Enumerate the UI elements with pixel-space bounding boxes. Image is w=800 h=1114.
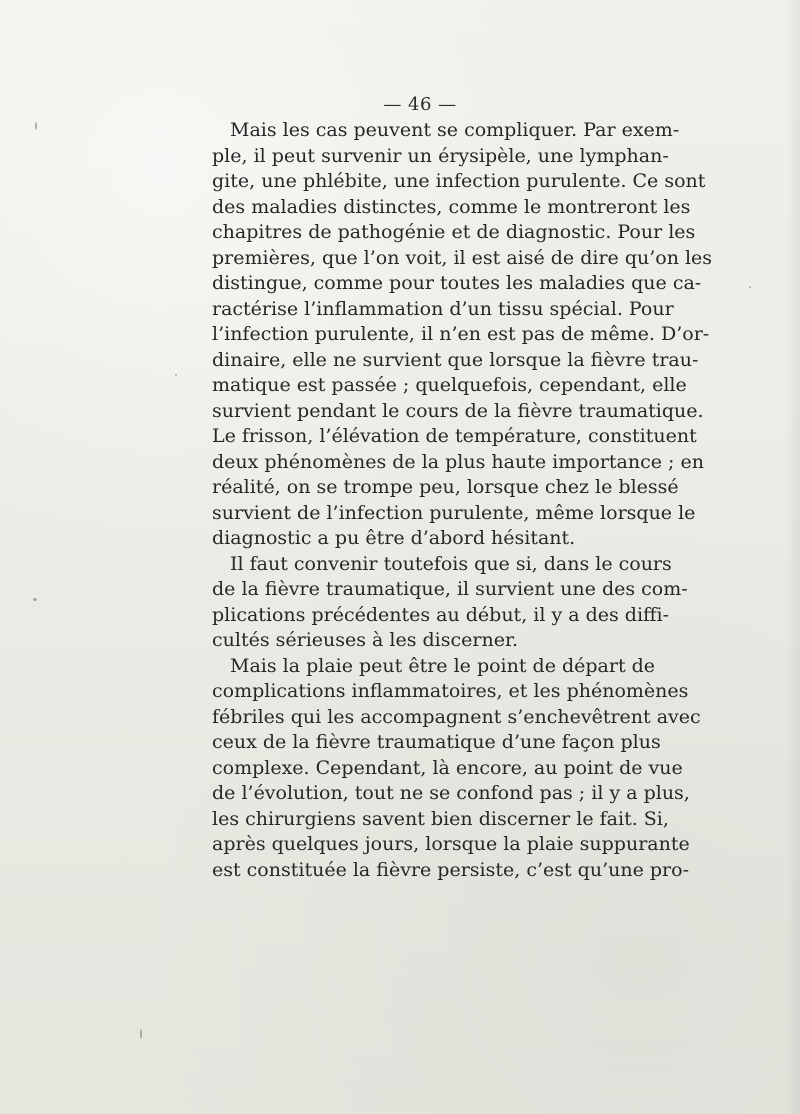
text-line: complications inflammatoires, et les phénomènes bbox=[212, 680, 689, 702]
text-line: dinaire, elle ne survient que lorsque la fièvre trau- bbox=[212, 348, 699, 371]
text-line: les chirurgiens savent bien discerner le fait. Si, bbox=[212, 807, 669, 830]
text-line: distingue, comme pour toutes les maladies que ca- bbox=[212, 272, 702, 294]
text-line: l’infection purulente, il n’en est pas de même. D’or- bbox=[212, 323, 710, 345]
text-line: ractérise l’inflammation d’un tissu spécial. Pour bbox=[212, 297, 674, 320]
paper-speck bbox=[35, 122, 37, 130]
text-line: de la fièvre traumatique, il survient une des com- bbox=[212, 578, 688, 600]
text-line: complexe. Cependant, là encore, au point de vue bbox=[212, 756, 683, 779]
text-line: Mais la plaie peut être le point de départ de bbox=[230, 654, 656, 677]
text-line: Le frisson, l’élévation de température, constituent bbox=[212, 425, 697, 447]
text-line: survient pendant le cours de la fièvre traumatique. bbox=[212, 399, 704, 422]
paper-speck bbox=[140, 1029, 142, 1039]
text-line: réalité, on se trompe peu, lorsque chez le blessé bbox=[212, 476, 679, 498]
text-line: ple, il peut survenir un érysipèle, une lymphan- bbox=[212, 144, 669, 167]
page-number: — 46 — bbox=[383, 94, 457, 115]
text-line: premières, que l’on voit, il est aisé de dire qu’on les bbox=[212, 246, 713, 269]
paper-speck bbox=[749, 286, 751, 288]
text-line: deux phénomènes de la plus haute importance ; en bbox=[212, 450, 704, 473]
text-line: ceux de la fièvre traumatique d’une façon plus bbox=[212, 731, 661, 753]
text-line: gite, une phlébite, une infection purulente. Ce sont bbox=[212, 170, 706, 192]
text-line: diagnostic a pu être d’abord hésitant. bbox=[212, 527, 576, 549]
text-line: de l’évolution, tout ne se confond pas ; il y a plus, bbox=[212, 782, 690, 804]
text-line: chapitres de pathogénie et de diagnostic. Pour les bbox=[212, 221, 696, 243]
text-line: est constituée la fièvre persiste, c’est qu’une pro- bbox=[212, 858, 689, 881]
text-line: fébriles qui les accompagnent s’enchevêtrent avec bbox=[212, 705, 701, 728]
text-line: matique est passée ; quelquefois, cependant, elle bbox=[212, 374, 687, 396]
text-line: des maladies distinctes, comme le montreront les bbox=[212, 195, 691, 218]
text-line: Mais les cas peuvent se compliquer. Par exem- bbox=[230, 119, 680, 141]
body-text bbox=[212, 118, 713, 883]
text-line: plications précédentes au début, il y a des diffi- bbox=[212, 603, 670, 626]
paper-speck bbox=[33, 598, 37, 601]
text-line: après quelques jours, lorsque la plaie suppurante bbox=[212, 833, 690, 855]
page-edge-shadow bbox=[786, 0, 800, 1114]
paper-speck bbox=[175, 374, 177, 376]
text-line: cultés sérieuses à les discerner. bbox=[212, 629, 518, 651]
text-line: survient de l’infection purulente, même lorsque le bbox=[212, 501, 696, 524]
text-line: Il faut convenir toutefois que si, dans le cours bbox=[230, 552, 672, 575]
